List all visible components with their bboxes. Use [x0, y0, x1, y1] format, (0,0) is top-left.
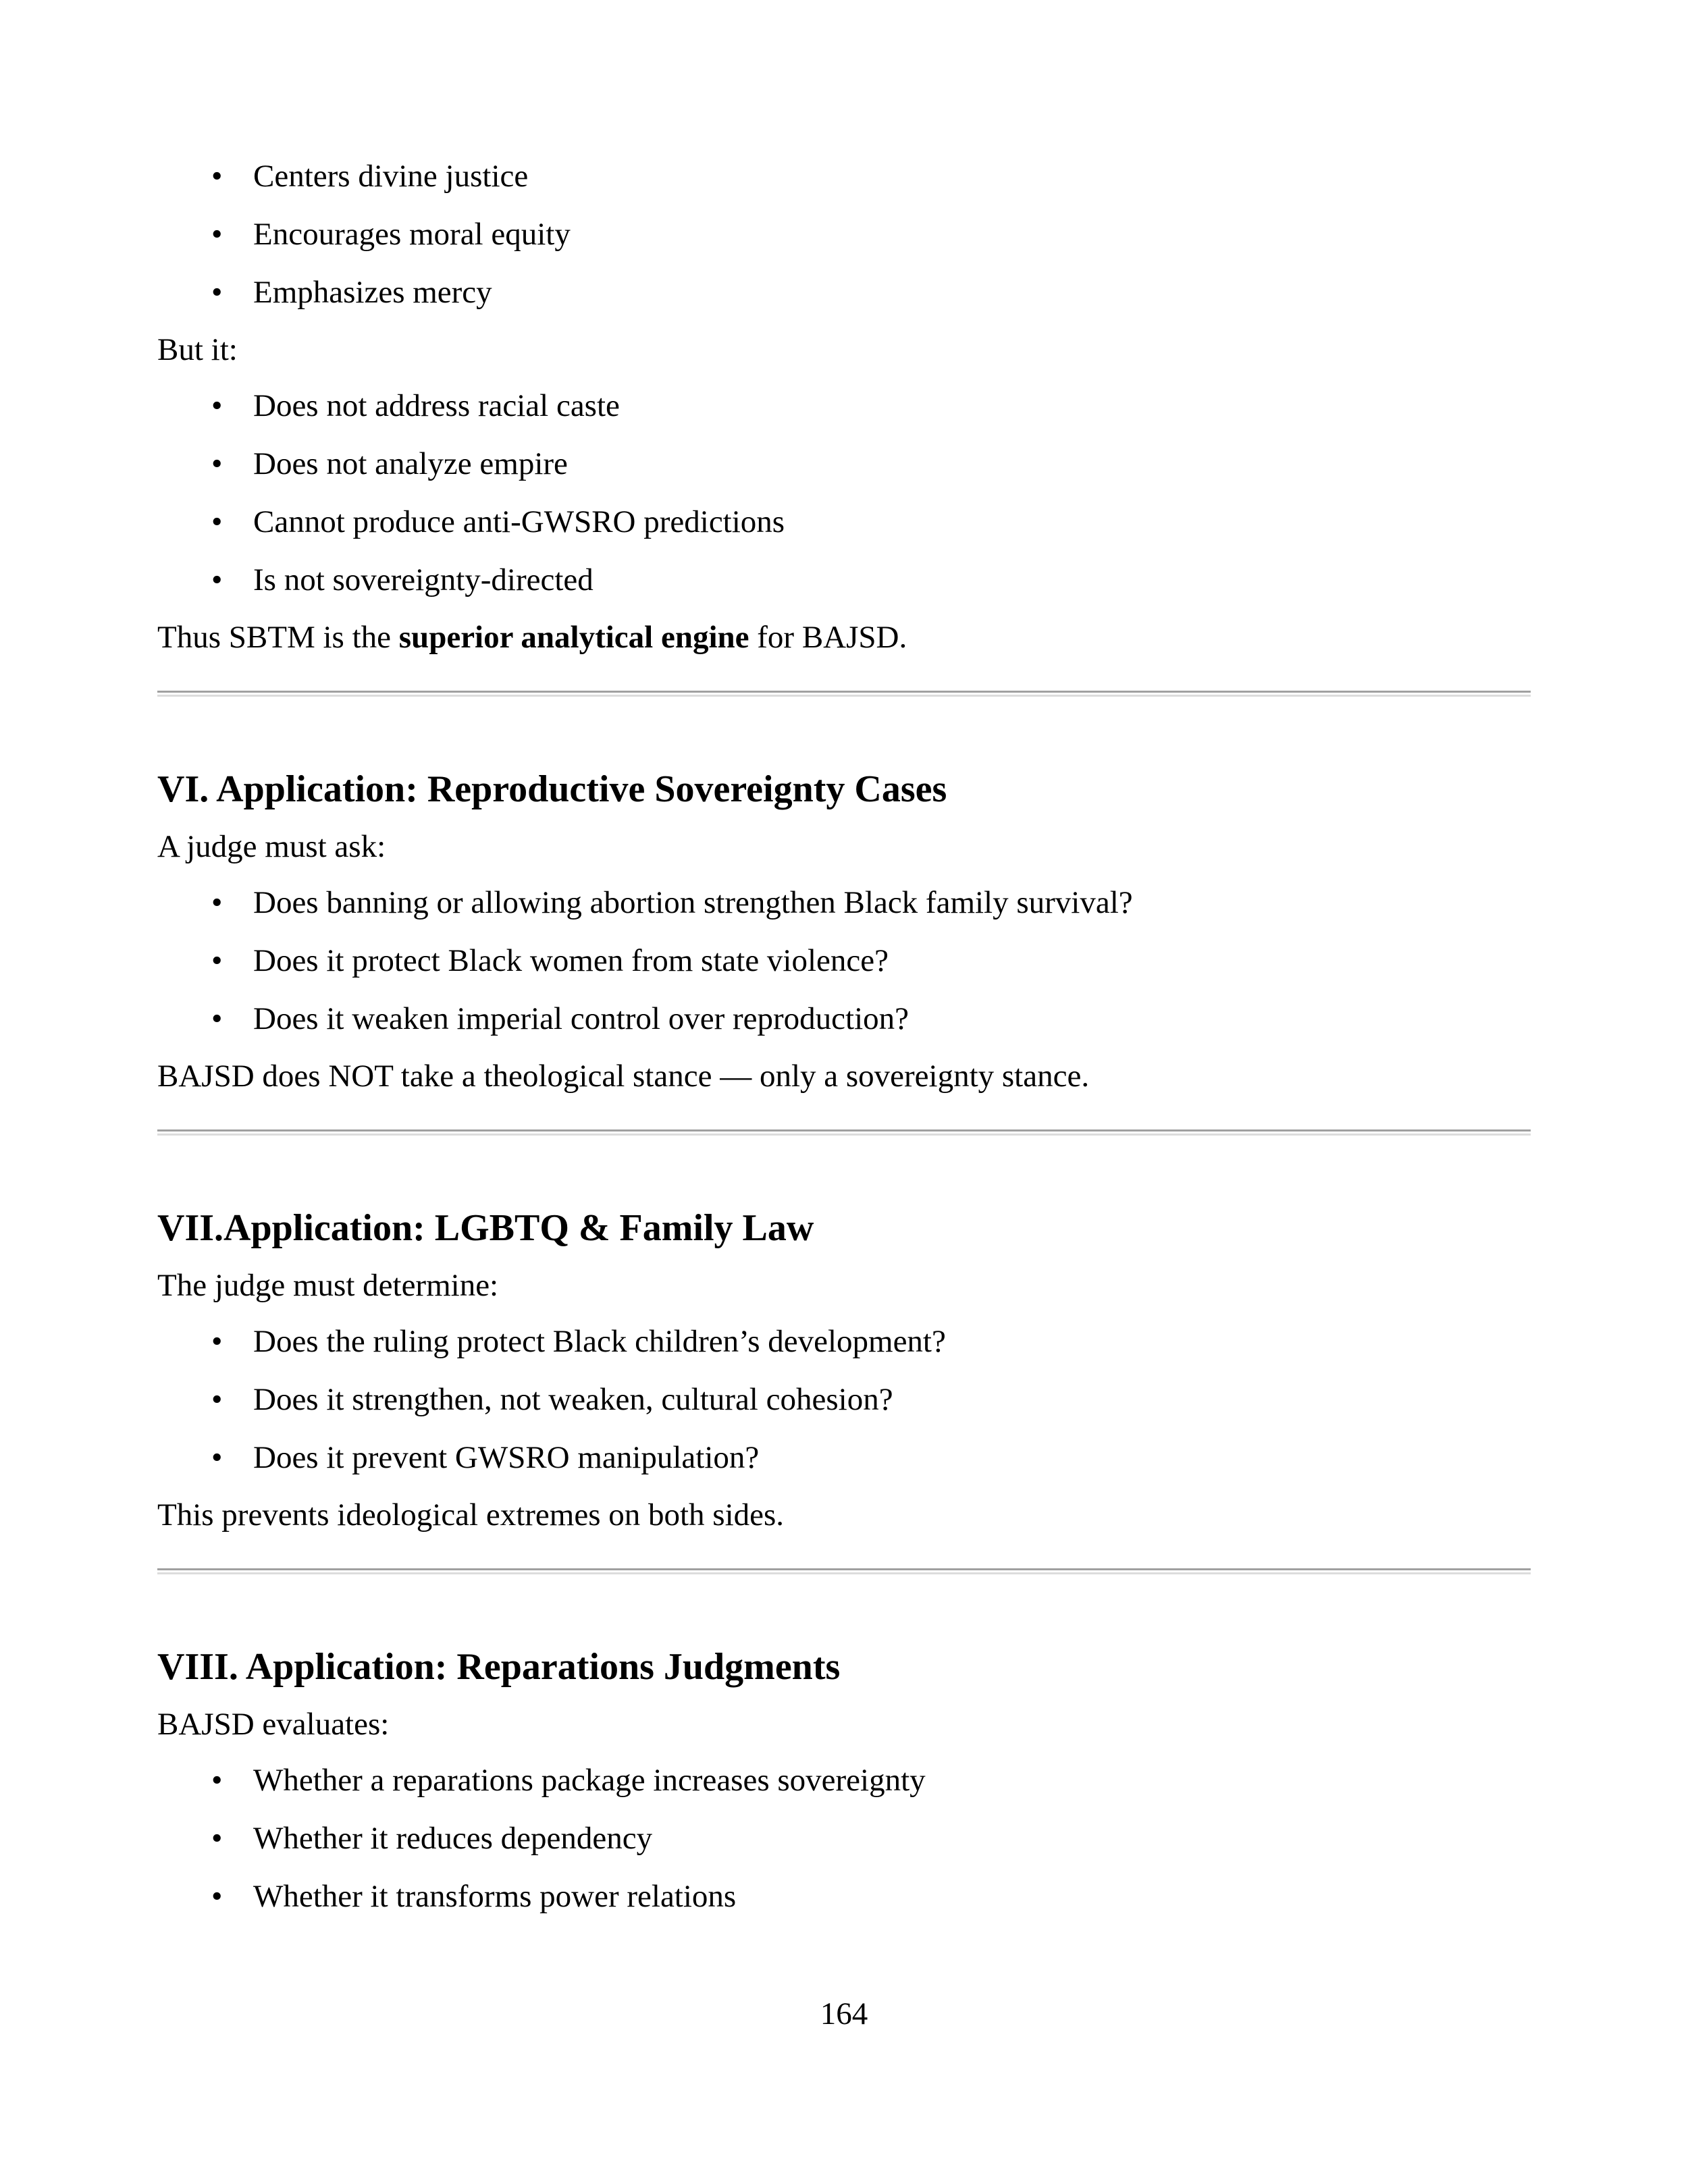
list-item: Whether a reparations package increases sovereignty	[253, 1763, 926, 1798]
bullet-icon: •	[211, 504, 223, 539]
bullet-icon: •	[211, 446, 223, 481]
horizontal-rule	[157, 691, 1531, 697]
section-intro: A judge must ask:	[157, 829, 386, 864]
bullet-icon: •	[211, 388, 223, 423]
section-intro: BAJSD evaluates:	[157, 1707, 390, 1742]
list-item: Does it protect Black women from state violence?	[253, 943, 889, 978]
horizontal-rule	[157, 1129, 1531, 1136]
list-item: Does banning or allowing abortion strengthen Black family survival?	[253, 885, 1133, 920]
bullet-icon: •	[211, 885, 223, 920]
bullet-icon: •	[211, 159, 223, 194]
section-intro: The judge must determine:	[157, 1268, 499, 1303]
bullet-icon: •	[211, 1440, 223, 1475]
conclusion-text-end: for BAJSD.	[749, 620, 907, 655]
section-conclusion: This prevents ideological extremes on both sides.	[157, 1497, 785, 1533]
bullet-icon: •	[211, 562, 223, 597]
list-item: Encourages moral equity	[253, 217, 571, 252]
list-item: Whether it transforms power relations	[253, 1879, 737, 1914]
section-heading-vii: VII.Application: LGBTQ & Family Law	[157, 1207, 814, 1249]
list-item: Does not analyze empire	[253, 446, 568, 481]
list-item: Cannot produce anti-GWSRO predictions	[253, 504, 785, 539]
bullet-icon: •	[211, 1763, 223, 1798]
bullet-icon: •	[211, 1821, 223, 1856]
bullet-icon: •	[211, 275, 223, 310]
conclusion-text: Thus SBTM is the	[157, 620, 399, 655]
bullet-icon: •	[211, 1382, 223, 1417]
paragraph-but-it: But it:	[157, 332, 238, 367]
list-item: Does the ruling protect Black children’s development?	[253, 1324, 946, 1359]
bullet-icon: •	[211, 1001, 223, 1036]
list-item: Whether it reduces dependency	[253, 1821, 653, 1856]
list-item: Does it weaken imperial control over reproduction?	[253, 1001, 909, 1036]
list-item: Emphasizes mercy	[253, 275, 492, 310]
section-heading-vi: VI. Application: Reproductive Sovereignty Cases	[157, 768, 947, 810]
list-item: Does it strengthen, not weaken, cultural cohesion?	[253, 1382, 893, 1417]
bullet-icon: •	[211, 943, 223, 978]
list-item: Is not sovereignty-directed	[253, 562, 594, 597]
page-number: 164	[820, 1996, 868, 2031]
conclusion-emphasis: superior analytical engine	[398, 620, 749, 655]
section-conclusion: BAJSD does NOT take a theological stance — only a sovereignty stance.	[157, 1059, 1090, 1094]
section-heading-viii: VIII. Application: Reparations Judgments	[157, 1646, 841, 1688]
list-item: Centers divine justice	[253, 159, 529, 194]
paragraph-conclusion	[157, 618, 907, 656]
list-item: Does it prevent GWSRO manipulation?	[253, 1440, 760, 1475]
horizontal-rule	[157, 1568, 1531, 1574]
bullet-icon: •	[211, 1879, 223, 1914]
bullet-icon: •	[211, 217, 223, 252]
list-item: Does not address racial caste	[253, 388, 620, 423]
bullet-icon: •	[211, 1324, 223, 1359]
